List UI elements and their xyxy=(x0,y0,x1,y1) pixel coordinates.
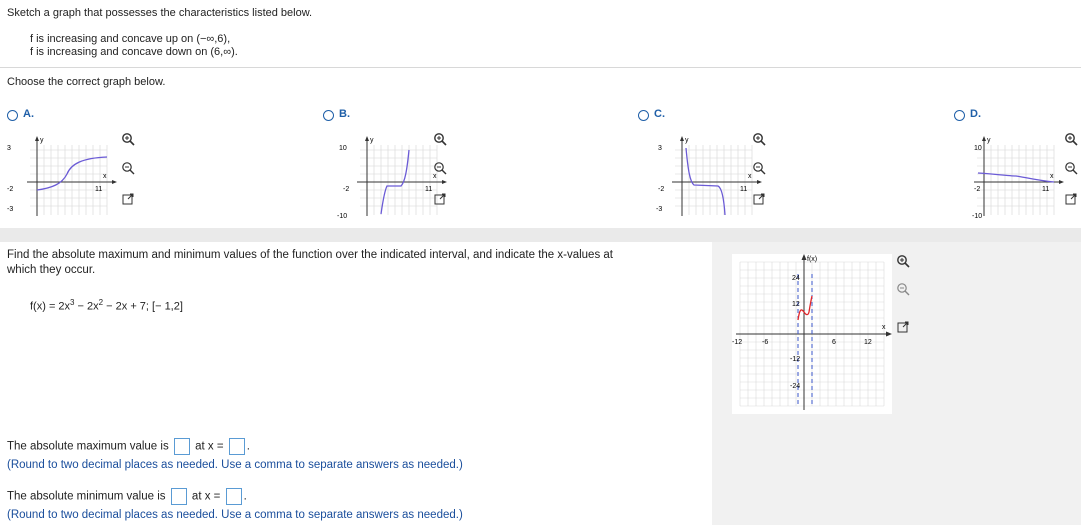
y-axis-label: y xyxy=(40,137,44,144)
x-tick-left: -2 xyxy=(974,186,981,193)
function-prefix: f(x) = 2x xyxy=(30,300,71,313)
y-tick-top: 10 xyxy=(974,145,982,152)
x-tick-neg6: -6 xyxy=(762,339,769,346)
min-hint: (Round to two decimal places as needed. Use a comma to separate answers as needed.) xyxy=(7,509,463,521)
zoom-out-icon[interactable] xyxy=(896,282,910,296)
zoom-in-icon[interactable] xyxy=(1064,132,1078,146)
period: . xyxy=(243,490,247,503)
exponent-2: 2 xyxy=(98,298,104,307)
option-a-label[interactable]: A. xyxy=(23,108,34,120)
q1-condition-1: f is increasing and concave up on (−∞,6), xyxy=(30,33,231,45)
zoom-in-icon[interactable] xyxy=(896,254,910,268)
min-x-input[interactable] xyxy=(226,488,242,505)
y-tick-bottom: -10 xyxy=(337,213,348,220)
option-a-radio[interactable] xyxy=(7,110,18,121)
q1-prompt: Sketch a graph that possesses the characteristics listed below. xyxy=(7,7,313,19)
period: . xyxy=(246,440,250,453)
y-tick-top: 10 xyxy=(339,145,347,152)
y-tick-neg12: -12 xyxy=(790,356,801,363)
zoom-out-icon[interactable] xyxy=(121,161,135,175)
section-separator xyxy=(0,228,1081,242)
option-a-graph xyxy=(7,130,117,220)
zoom-out-icon[interactable] xyxy=(433,161,447,175)
option-d-graph xyxy=(954,130,1064,220)
min-label: The absolute minimum value is xyxy=(7,490,166,503)
y-tick-top: 3 xyxy=(658,145,662,152)
x-axis-label: x xyxy=(103,173,107,180)
option-c-graph xyxy=(652,130,762,220)
q2-prompt-line2: which they occur. xyxy=(7,264,96,276)
y-axis-label: y xyxy=(685,137,689,144)
option-b-label[interactable]: B. xyxy=(339,108,350,120)
choose-label: Choose the correct graph below. xyxy=(7,76,166,88)
x-tick-right: 11 xyxy=(740,186,748,193)
graph-panel xyxy=(712,242,1081,525)
x-tick-left: -2 xyxy=(7,186,14,193)
x-tick-left: -2 xyxy=(343,186,350,193)
y-tick-bottom: -10 xyxy=(972,213,983,220)
option-b-graph xyxy=(337,130,447,220)
x-tick-neg12: -12 xyxy=(732,339,743,346)
x-tick-right: 11 xyxy=(95,186,103,193)
y-tick-bottom: -3 xyxy=(656,206,663,213)
grid xyxy=(30,145,107,215)
answer-options xyxy=(0,98,1081,228)
y-axis-label: y xyxy=(370,137,374,144)
min-answer-row xyxy=(7,488,247,505)
x-axis-label: x xyxy=(748,173,752,180)
x-tick-left: -2 xyxy=(658,186,665,193)
option-d-label[interactable]: D. xyxy=(970,108,981,120)
popout-icon[interactable] xyxy=(433,192,447,206)
x-axis-label: x xyxy=(433,173,437,180)
function-expression xyxy=(30,296,183,314)
y-axis-label: y xyxy=(987,137,991,144)
zoom-in-icon[interactable] xyxy=(752,132,766,146)
zoom-in-icon[interactable] xyxy=(433,132,447,146)
exponent-1: 3 xyxy=(70,298,75,307)
popout-icon[interactable] xyxy=(752,192,766,206)
min-at-label: at x = xyxy=(191,490,221,503)
option-b[interactable] xyxy=(323,98,583,228)
option-d-radio[interactable] xyxy=(954,110,965,121)
y-tick-bottom: -3 xyxy=(7,206,14,213)
y-tick-neg24: -24 xyxy=(790,383,801,390)
popout-icon[interactable] xyxy=(121,192,135,206)
y-tick-12: 12 xyxy=(792,301,800,308)
option-d[interactable] xyxy=(954,98,1081,228)
max-hint: (Round to two decimal places as needed. Use a comma to separate answers as needed.) xyxy=(7,459,463,471)
option-a[interactable] xyxy=(7,98,267,228)
zoom-in-icon[interactable] xyxy=(121,132,135,146)
zoom-out-icon[interactable] xyxy=(1064,161,1078,175)
max-x-input[interactable] xyxy=(229,438,245,455)
y-axis-label: f(x) xyxy=(807,256,818,263)
option-c[interactable] xyxy=(638,98,898,228)
x-tick-right: 11 xyxy=(425,186,433,193)
y-tick-top: 3 xyxy=(7,145,11,152)
max-answer-row xyxy=(7,438,250,455)
option-c-label[interactable]: C. xyxy=(654,108,665,120)
option-c-radio[interactable] xyxy=(638,110,649,121)
popout-icon[interactable] xyxy=(896,320,910,334)
q2-prompt-line1: Find the absolute maximum and minimum values of the function over the indicated interval, and indicate the x-values at xyxy=(7,249,613,261)
x-axis-label: x xyxy=(1050,173,1054,180)
function-mid: − 2x xyxy=(74,300,99,313)
x-tick-right: 11 xyxy=(1042,186,1050,193)
max-label: The absolute maximum value is xyxy=(7,440,169,453)
max-at-label: at x = xyxy=(195,440,224,453)
function-graph xyxy=(732,254,892,414)
y-tick-24: 24 xyxy=(792,275,800,282)
x-tick-12: 12 xyxy=(864,339,872,346)
option-b-radio[interactable] xyxy=(323,110,334,121)
x-tick-6: 6 xyxy=(832,339,836,346)
x-axis-label: x xyxy=(882,324,886,331)
function-suffix: − 2x + 7; [− 1,2] xyxy=(103,300,183,313)
option-d-curve xyxy=(978,173,1054,182)
min-value-input[interactable] xyxy=(171,488,187,505)
q1-condition-2: f is increasing and concave down on (6,∞). xyxy=(30,46,238,58)
divider xyxy=(0,67,1081,68)
popout-icon[interactable] xyxy=(1064,192,1078,206)
max-value-input[interactable] xyxy=(174,438,190,455)
zoom-out-icon[interactable] xyxy=(752,161,766,175)
